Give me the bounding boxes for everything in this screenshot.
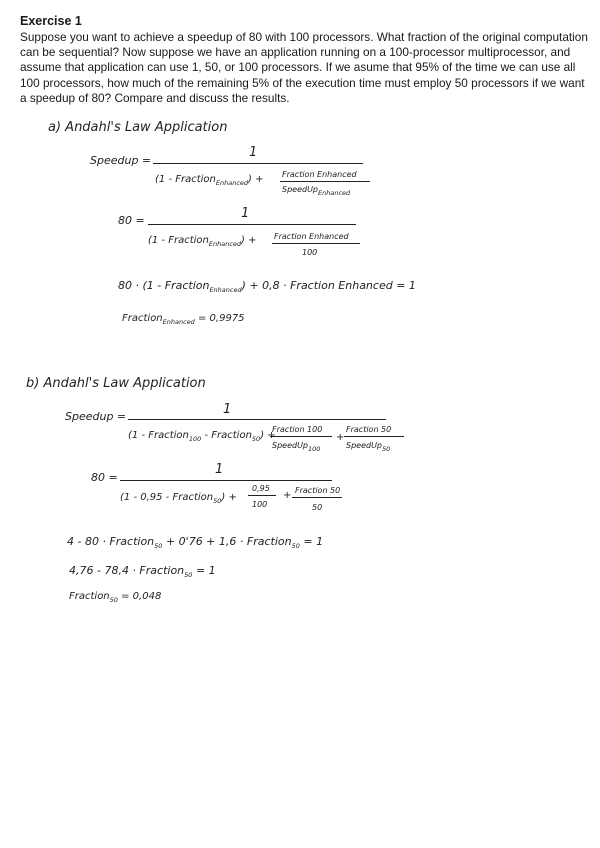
part-b-speedup-label: Speedup = bbox=[65, 410, 127, 423]
part-b-heading: b) Andahl's Law Application bbox=[26, 376, 206, 391]
part-a-eq3: 80 · (1 - Fraction$_{Enhanced}$) + 0,8 · Fraction Enhanced = 1 bbox=[118, 279, 416, 294]
part-b-f2-inner1-bar bbox=[248, 495, 276, 496]
part-a-f1-inner-bar bbox=[280, 181, 370, 182]
exercise-text: Suppose you want to achieve a speedup of 80 with 100 processors. What fraction of the original computation can be sequential? Now suppose we have an application running on a 100-processor multiprocessor, and assume that application can use 1, 50, or 100 processors. If we asume that 95% of the time we can use all 100 processors, how much of the remaining 5% of the execution time must employ 50 processors if we want a speedup of 80? Compare and discuss the results. bbox=[20, 30, 588, 105]
part-b-f1-inner2-denominator: SpeedUp$_{50}$ bbox=[346, 441, 391, 453]
part-b-f2-inner1-denominator: 100 bbox=[252, 500, 268, 509]
part-b-f1-plus: + bbox=[336, 432, 345, 443]
part-b-f1-inner1-denominator: SpeedUp$_{100}$ bbox=[272, 441, 321, 453]
exercise-statement bbox=[20, 14, 592, 106]
part-b-f2-inner2-denominator: 50 bbox=[312, 503, 323, 512]
part-a-f1-numerator: 1 bbox=[249, 145, 258, 160]
part-b-f1-denominator-left: (1 - Fraction$_{100}$ - Fraction$_{50}$) + bbox=[128, 430, 276, 443]
part-a-f1-inner-numerator: Fraction Enhanced bbox=[282, 170, 357, 179]
part-a-speedup-label: Speedup = bbox=[90, 154, 152, 167]
part-b-f1-inner1-numerator: Fraction 100 bbox=[272, 425, 323, 434]
part-a-result: Fraction$_{Enhanced}$ = 0,9975 bbox=[122, 313, 245, 326]
part-a-heading: a) Andahl's Law Application bbox=[48, 120, 228, 135]
part-a-f1-denominator-left: (1 - Fraction$_{Enhanced}$) + bbox=[155, 174, 264, 187]
part-a-f2-inner-bar bbox=[272, 243, 360, 244]
part-b-f1-inner1-bar bbox=[270, 436, 332, 437]
part-a-eq2-lhs: 80 = bbox=[118, 214, 145, 227]
part-a-f1-inner-denominator: SpeedUp$_{Enhanced}$ bbox=[282, 185, 351, 197]
part-b-f1-inner2-bar bbox=[344, 436, 404, 437]
part-a-f1-fraction-bar bbox=[153, 163, 363, 164]
part-a-f2-inner-numerator: Fraction Enhanced bbox=[274, 232, 349, 241]
part-b-eq2-lhs: 80 = bbox=[91, 471, 118, 484]
part-b-eq4: 4,76 - 78,4 · Fraction$_{50}$ = 1 bbox=[69, 564, 216, 579]
part-b-f1-inner2-numerator: Fraction 50 bbox=[346, 425, 392, 434]
part-b-f2-plus: + bbox=[283, 490, 292, 501]
part-a-f2-inner-denominator: 100 bbox=[302, 248, 318, 257]
part-a-f2-denominator-left: (1 - Fraction$_{Enhanced}$) + bbox=[148, 235, 257, 248]
part-b-f1-fraction-bar bbox=[128, 419, 386, 420]
part-b-f2-inner2-bar bbox=[292, 497, 342, 498]
part-b-f1-numerator: 1 bbox=[223, 402, 232, 417]
part-b-f2-denominator-left: (1 - 0,95 - Fraction$_{50}$) + bbox=[120, 492, 237, 505]
part-b-f2-inner1-numerator: 0,95 bbox=[252, 484, 270, 493]
part-a-f2-fraction-bar bbox=[148, 224, 356, 225]
part-b-result: Fraction$_{50}$ = 0,048 bbox=[69, 591, 162, 604]
part-b-f2-numerator: 1 bbox=[215, 462, 224, 477]
exercise-title: Exercise 1 bbox=[20, 14, 82, 28]
part-b-f2-inner2-numerator: Fraction 50 bbox=[295, 486, 341, 495]
part-a-f2-numerator: 1 bbox=[241, 206, 250, 221]
part-b-f2-fraction-bar bbox=[120, 480, 332, 481]
part-b-eq3: 4 - 80 · Fraction$_{50}$ + 0'76 + 1,6 · Fraction$_{50}$ = 1 bbox=[67, 535, 324, 550]
